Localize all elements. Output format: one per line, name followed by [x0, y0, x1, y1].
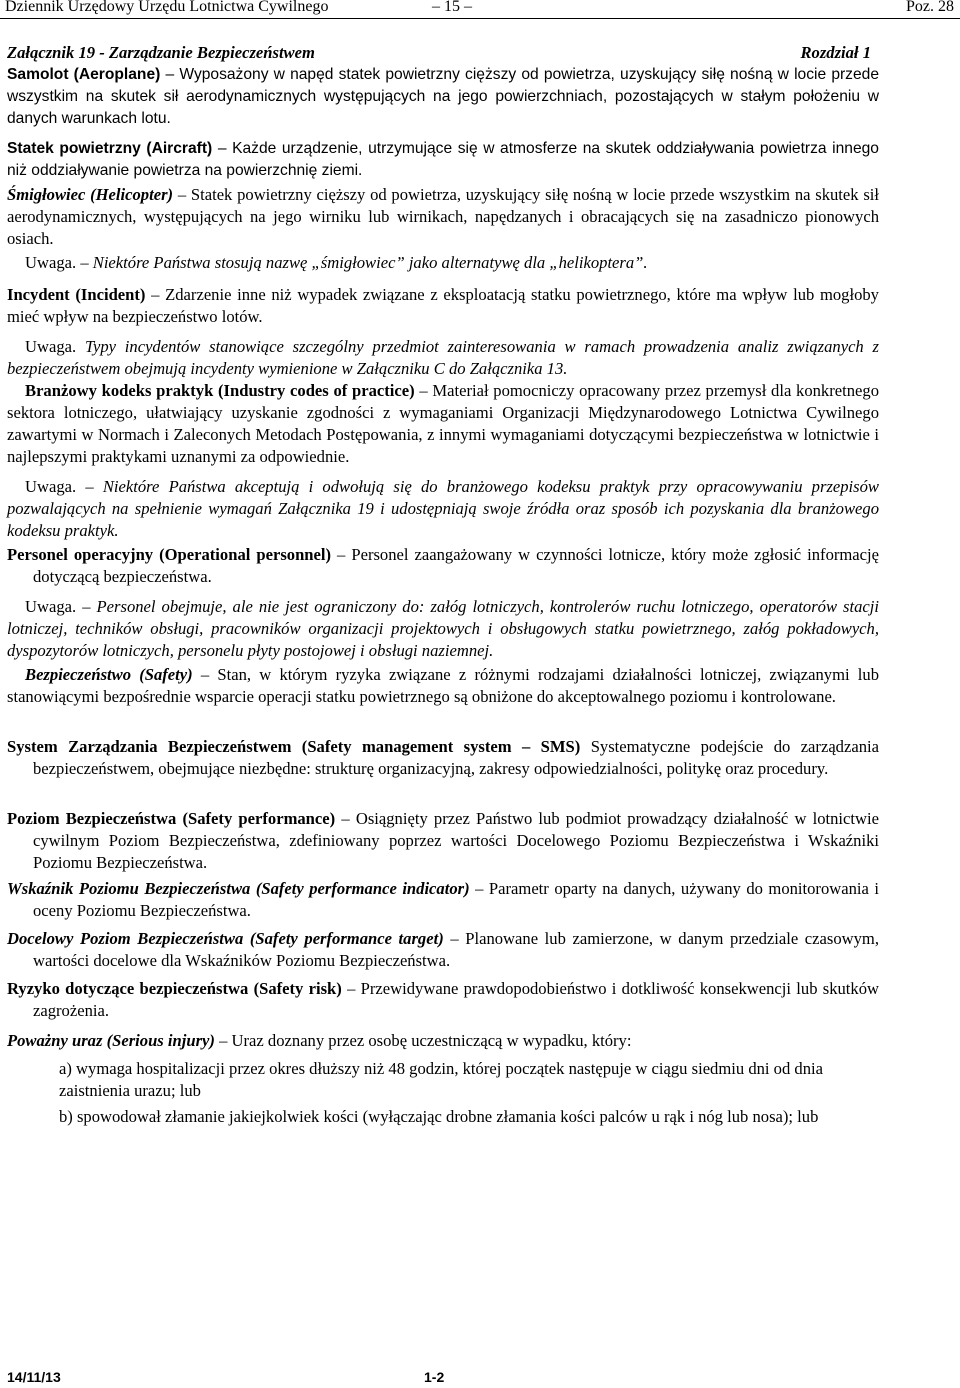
term: Samolot (Aeroplane): [7, 66, 161, 83]
note-text: – Personel obejmuje, ale nie jest ograniczony do: załóg lotniczych, kontrolerów ruchu lotniczego, operatorów stacji lotniczej, techników obsługi, pracowników organizacji projektowych i obsługowych statku powietrznego, załóg pokładowych, dyspozytorów lotniczych, personelu płyty postojowej i obsługi naziemnej.: [7, 597, 879, 660]
definition-text: Przewidywane prawdopodobieństwo i dotkliwość konsekwencji lub skutków zagrożenia.: [33, 979, 879, 1020]
page-header: [0, 0, 960, 19]
footer-date: 14/11/13: [7, 1369, 61, 1385]
dash: –: [341, 809, 350, 828]
note-label: Uwaga.: [25, 477, 77, 496]
definition-text: Stan, w którym ryzyka związane z różnymi rodzajami działalności lotniczej, związanymi lub stanowiącymi bezpośrednie wsparcie operacji statku powietrznego są obniżone do akceptowalnego poziomu i kontrolowane.: [7, 665, 880, 706]
term: Docelowy Poziom Bezpieczeństwa (Safety performance target): [7, 929, 444, 948]
definition-serious-injury: [7, 1030, 879, 1052]
dash: –: [217, 140, 227, 157]
definition-text: Planowane lub zamierzone, w danym przedziale czasowym, wartości docelowe dla Wskaźników Poziomu Bezpieczeństwa.: [33, 929, 879, 970]
dash: –: [450, 929, 459, 948]
note-text: – Niektóre Państwa stosują nazwę „śmigłowiec” jako alternatywę dla „helikoptera”.: [80, 253, 648, 272]
definition-text: Osiągnięty przez Państwo lub podmiot prowadzący działalność w lotnictwie cywilnym Poziom Bezpieczeństwa, zdefiniowany poprzez wartości Docelowego Poziomu Bezpieczeństwa i Wskaźniki Poziomu Bezpieczeństwa.: [33, 809, 879, 872]
definition-text: Personel zaangażowany w czynności lotnicze, który może zgłosić informację dotyczącą bezpieczeństwa.: [33, 545, 880, 586]
term: Poziom Bezpieczeństwa (Safety performance): [7, 809, 336, 828]
item-number: Poz. 28: [906, 0, 954, 15]
dash: –: [219, 1031, 228, 1050]
page-number-header: – 15 –: [432, 0, 472, 15]
dash: –: [347, 979, 356, 998]
definition-aeroplane: [7, 64, 879, 130]
note-label: Uwaga.: [25, 337, 77, 356]
definition-incident: [7, 284, 879, 380]
term: Incydent (Incident): [7, 285, 146, 304]
term: Branżowy kodeks praktyk (Industry codes of practice): [25, 381, 415, 400]
term: Statek powietrzny (Aircraft): [7, 140, 213, 157]
chapter-title: Rozdział 1: [800, 43, 871, 62]
footer-page-number: 1-2: [424, 1369, 445, 1385]
note-label: Uwaga.: [25, 597, 77, 616]
note-text: – Niektóre Państwa akceptują i odwołują się do branżowego kodeksu praktyk przy opracowywaniu przepisów pozwalających na spełnienie wymagań Załącznika 19 i udostępniają swoje źródła oraz sposób ich pozyskania dla branżowego kodeksu praktyk.: [7, 477, 879, 540]
definition-industry-codes: [7, 380, 879, 542]
definition-helicopter: [7, 184, 879, 274]
term: Bezpieczeństwo (Safety): [25, 665, 193, 684]
term: Wskaźnik Poziomu Bezpieczeństwa (Safety performance indicator): [7, 879, 470, 898]
definition-safety-indicator: [7, 878, 879, 922]
list-item: a) wymaga hospitalizacji przez okres dłuższy niż 48 godzin, której początek następuje w ciągu siedmiu dni od dnia zaistnienia urazu; lub: [59, 1059, 823, 1100]
definition-aircraft: [7, 138, 879, 182]
term: Śmigłowiec (Helicopter): [7, 185, 174, 204]
note-label: Uwaga.: [25, 253, 77, 272]
definition-text: Materiał pomocniczy opracowany przez przemysł dla konkretnego sektora lotniczego, ułatwiający uzyskanie zgodności z wymaganiami Organizacji Międzynarodowego Lotnictwa Cywilnego zawartymi w Normach i Zaleconych Metodach Postępowania, z innymi wymaganiami dotyczącymi bezpieczeństwa w lotnictwie i najlepszymi praktykami uznanymi za odpowiednie.: [7, 381, 879, 466]
definition-text: Parametr oparty na danych, używany do monitorowania i oceny Poziomu Bezpieczeństwa.: [33, 879, 879, 920]
definition-text: Wyposażony w napęd statek powietrzny cięższy od powietrza, uzyskujący siłę nośną w locie przede wszystkim na skutek sił aerodynamicznych występujących na jego powierzchniach, pozostających w stałym położeniu w danych warunkach lotu.: [7, 66, 879, 127]
definition-safety-performance: [7, 808, 879, 874]
dash: –: [337, 545, 346, 564]
dash: –: [419, 381, 428, 400]
injury-criteria-list: [59, 1058, 879, 1128]
definition-text: Zdarzenie inne niż wypadek związane z eksploatacją statku powietrznego, które ma wpływ lub mogłoby mieć wpływ na bezpieczeństwo lotów.: [7, 285, 879, 326]
definition-text: Statek powietrzny cięższy od powietrza, uzyskujący siłę nośną w locie przede wszystkim na skutek sił aerodynamicznych, występujących na jego wirniku lub wirnikach, napędzanych i obracających się na zasadniczo pionowych osiach.: [7, 185, 880, 248]
note-text: Typy incydentów stanowiące szczególny przedmiot zainteresowania w ramach prowadzenia analiz związanych z bezpieczeństwem obejmują incydenty wymienione w Załączniku C do Załącznika 13.: [7, 337, 879, 378]
dash: –: [200, 665, 210, 684]
definition-text: Systematyczne podejście do zarządzania bezpieczeństwem, obejmujące niezbędne: strukturę organizacyjną, zakresy odpowiedzialności, politykę oraz procedury.: [33, 737, 879, 778]
definition-text: Uraz doznany przez osobę uczestniczącą w wypadku, który:: [231, 1031, 632, 1050]
definition-safety: [7, 664, 879, 708]
definition-operational-personnel: [7, 544, 879, 662]
dash: –: [165, 66, 175, 83]
term: Personel operacyjny (Operational personnel): [7, 545, 332, 564]
dash: –: [475, 879, 484, 898]
definition-text: Każde urządzenie, utrzymujące się w atmosferze na skutek oddziaływania powietrza innego niż oddziaływanie powietrza na powierzchnię ziemi.: [7, 140, 879, 179]
dash: –: [177, 185, 187, 204]
dash: –: [151, 285, 160, 304]
definition-sms: [7, 736, 879, 780]
term: Poważny uraz (Serious injury): [7, 1031, 215, 1050]
definition-safety-target: [7, 928, 879, 972]
section-heading: [7, 42, 869, 64]
annex-title: Załącznik 19 - Zarządzanie Bezpieczeństwem: [7, 43, 315, 62]
term: Ryzyko dotyczące bezpieczeństwa (Safety risk): [7, 979, 342, 998]
list-item: b) spowodował złamanie jakiejkolwiek kości (wyłączając drobne złamania kości palców u rąk i nóg lub nosa); lub: [59, 1107, 819, 1126]
definition-safety-risk: [7, 978, 879, 1022]
term: System Zarządzania Bezpieczeństwem (Safety management system – SMS): [7, 737, 581, 756]
journal-title: Dziennik Urzędowy Urzędu Lotnictwa Cywilnego: [5, 0, 329, 15]
